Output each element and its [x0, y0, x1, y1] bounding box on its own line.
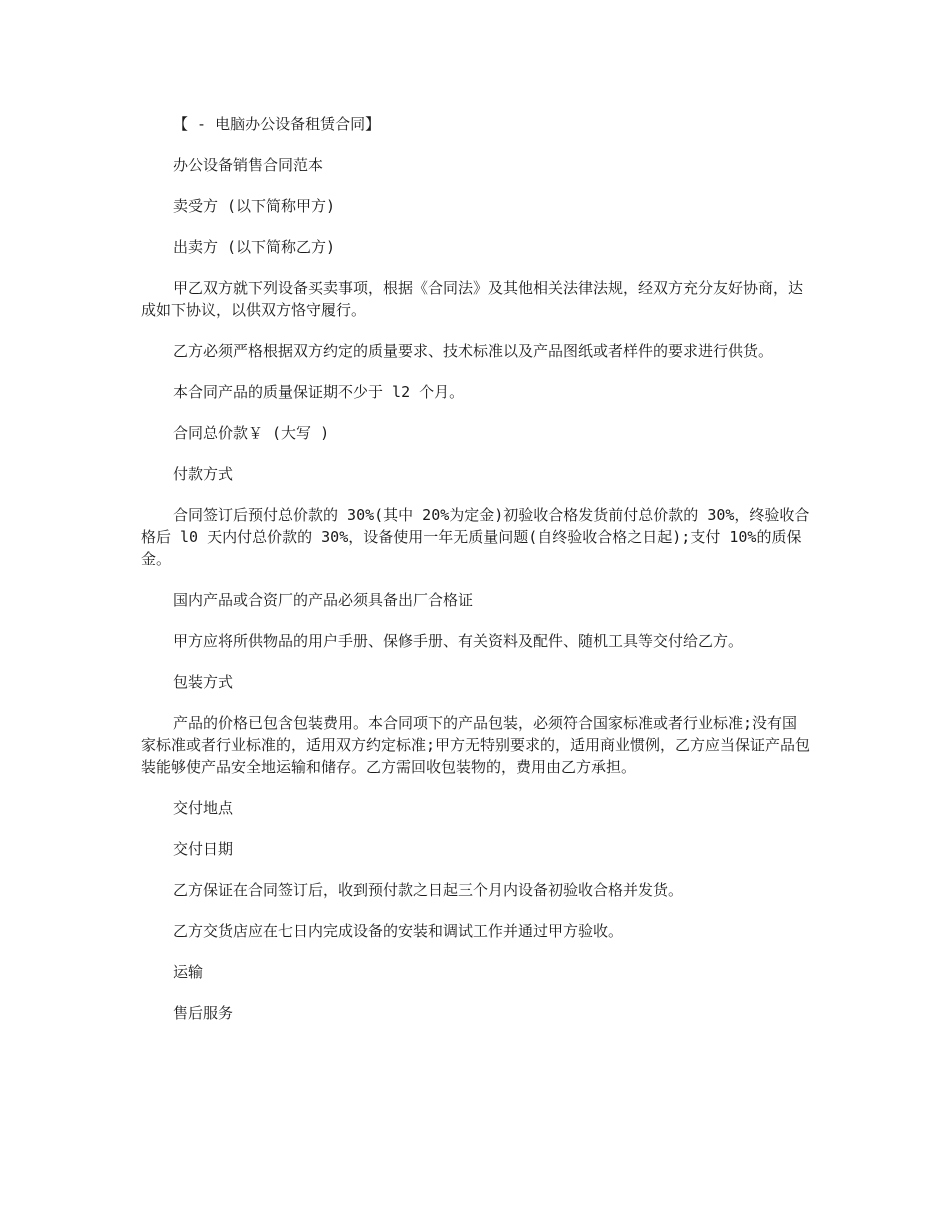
payment-method-heading: 付款方式: [173, 465, 234, 483]
delivery-location-heading: 交付地点: [173, 799, 234, 817]
payment-terms-paragraph: 合同签订后预付总价款的 30%(其中 20%为定金)初验收合格发货前付总价款的 30%，终验收合格后 l0 天内付总价款的 30%，设备使用一年无质量问题(自终验收合格之日起);支付 10%的质保金。: [141, 506, 810, 568]
contract-template-heading: 办公设备销售合同范本: [173, 156, 324, 174]
quality-requirement-paragraph: 乙方必须严格根据双方约定的质量要求、技术标准以及产品图纸或者样件的要求进行供货。: [173, 342, 774, 360]
document-title: 【 - 电脑办公设备租赁合同】: [173, 115, 381, 133]
warranty-period-paragraph: 本合同产品的质量保证期不少于 l2 个月。: [173, 383, 465, 401]
total-price-line: 合同总价款￥ (大写 ): [173, 424, 330, 442]
after-sales-heading: 售后服务: [173, 1004, 234, 1022]
seller-line: 出卖方 (以下简称乙方): [173, 238, 336, 256]
document-body: [141, 113, 811, 1043]
buyer-line: 卖受方 (以下简称甲方): [173, 197, 336, 215]
certificate-requirement-line: 国内产品或合资厂的产品必须具备出厂合格证: [173, 591, 474, 609]
manuals-delivery-paragraph: 甲方应将所供物品的用户手册、保修手册、有关资料及配件、随机工具等交付给乙方。: [173, 632, 744, 650]
installation-paragraph: 乙方交货店应在七日内完成设备的安装和调试工作并通过甲方验收。: [173, 922, 624, 940]
delivery-guarantee-paragraph: 乙方保证在合同签订后，收到预付款之日起三个月内设备初验收合格并发货。: [173, 881, 684, 899]
packaging-terms-paragraph: 产品的价格已包含包装费用。本合同项下的产品包装，必须符合国家标准或者行业标准;没有国家标准或者行业标准的，适用双方约定标准;甲方无特别要求的，适用商业惯例，乙方应当保证产品包装能够使产品安全地运输和储存。乙方需回收包装物的，费用由乙方承担。: [141, 714, 811, 776]
packaging-heading: 包装方式: [173, 673, 234, 691]
transport-heading: 运输: [173, 963, 204, 981]
agreement-intro-paragraph: 甲乙双方就下列设备买卖事项，根据《合同法》及其他相关法律法规，经双方充分友好协商，达成如下协议，以供双方恪守履行。: [141, 279, 804, 319]
delivery-date-heading: 交付日期: [173, 840, 234, 858]
